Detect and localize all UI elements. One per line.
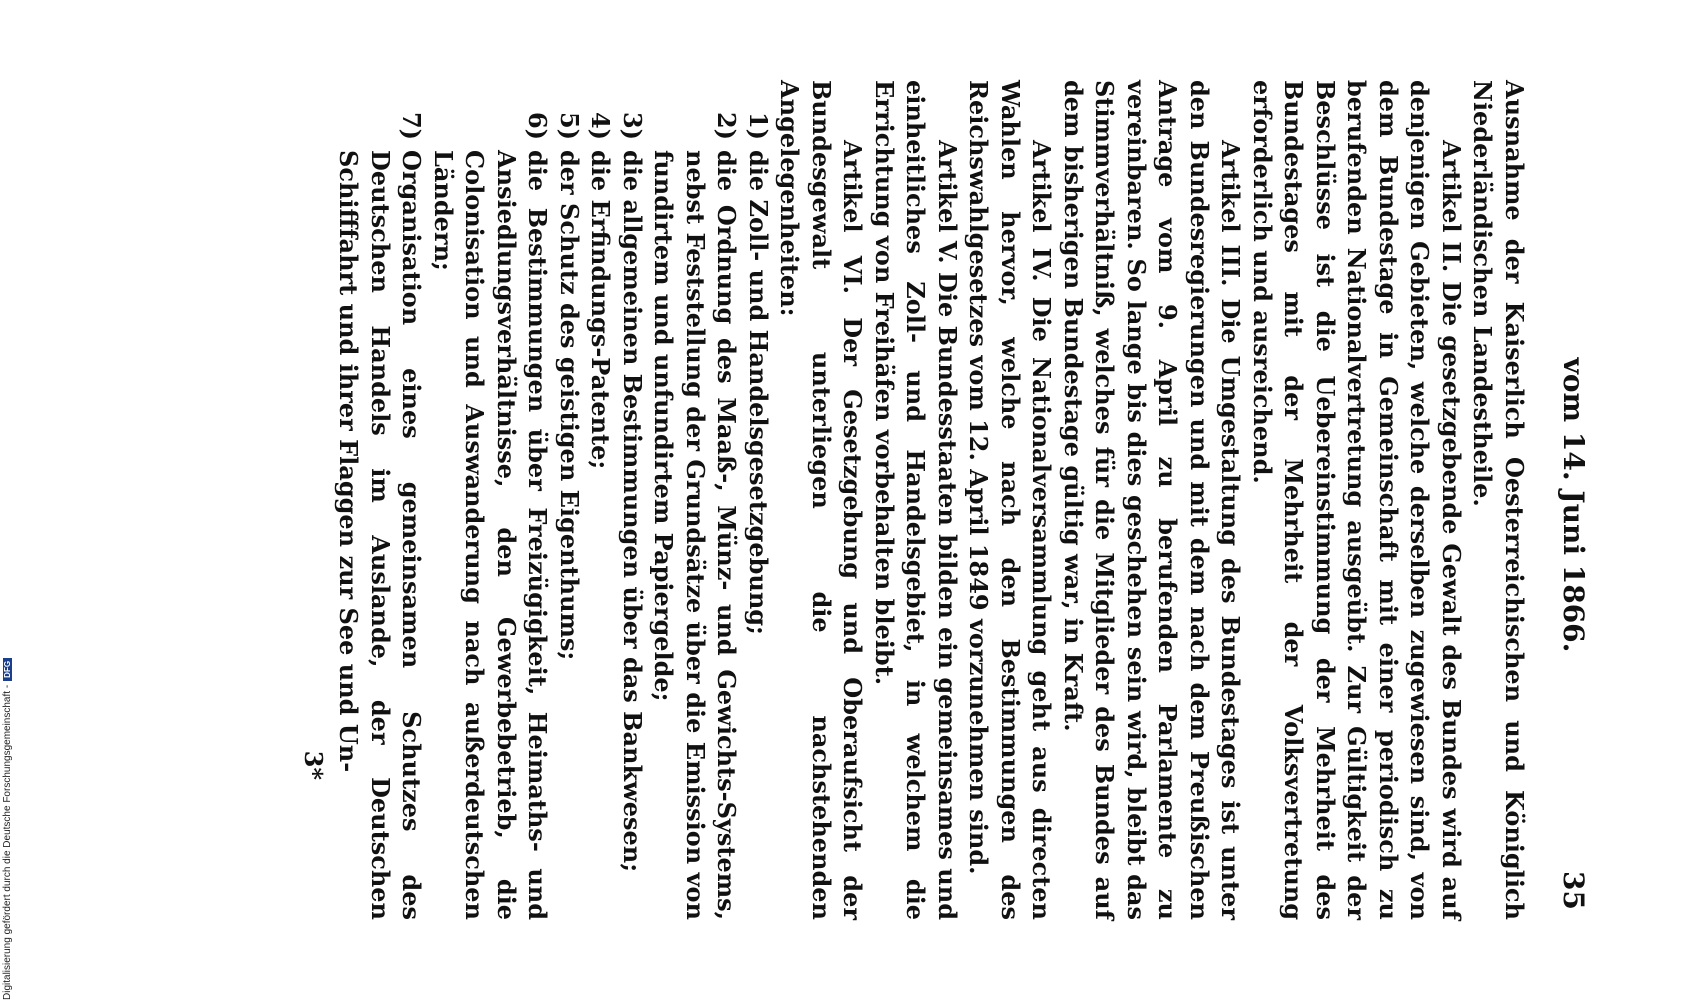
page-header: [1550, 100, 1590, 910]
running-title: vom 14. Juni 1866.: [1557, 357, 1590, 653]
list-item-number: 2): [712, 111, 742, 140]
list-item: [743, 80, 775, 920]
list-item-text: die Bestimmungen über Freizügigkeit, Heimaths- und Ansiedlungsverhältnisse, den Gewerbebetrieb, die Colonisation und Auswanderung nach außerdeutschen Ländern;: [429, 150, 553, 920]
footer-credit: Digitalisierung gefördert durch die Deutsche Forschungsgemeinschaft -: [1, 684, 13, 1000]
list-item-number: 3): [618, 111, 647, 140]
list-item-number: 5): [555, 111, 584, 140]
list-item-text: die Zoll- und Handelsgesetzgebung;: [744, 150, 773, 635]
list-item-number: 6): [523, 111, 553, 140]
dfg-logo: DFG: [3, 658, 12, 681]
paragraph-intro: Ausnahme der Kaiserlich Oesterreichischen und Königlich Niederländischen Landestheile.: [1468, 80, 1529, 920]
footer-text-row: [0, 600, 14, 1000]
list-item: [333, 80, 428, 920]
list-item-text: die Erfindungs-Patente;: [586, 150, 616, 470]
list-item-number: 7): [397, 111, 427, 140]
paragraph-article-2: Artikel II. Die gesetzgebende Gewalt des Bundes wird auf denjenigen Gebieten, welche derselben zugewiesen sind, von dem Bundestage in Gemeinschaft mit einer periodisch zu berufenden Nationalvertretung ausgeübt. Zur Gültigkeit der Beschlüsse ist die Uebereinstimmung der Mehrheit des Bundestages mit der Mehrheit der Volksvertretung erforderlich und ausreichend.: [1248, 80, 1466, 920]
list-item: [585, 80, 617, 920]
digitization-footer: [0, 600, 16, 1000]
list-item: [648, 80, 743, 920]
list-item-text: Organisation eines gemeinsamen Schutzes des Deutschen Handels im Auslande, der Deutschen Schifffahrt und ihrer Flaggen zur See und Un-: [334, 150, 427, 920]
list-item-text: die allgemeinen Bestimmungen über das Bankwesen;: [618, 150, 647, 873]
list-item-number: 1): [744, 111, 773, 140]
list-item: [554, 80, 586, 920]
paragraph-article-3: Artikel III. Die Umgestaltung des Bundestages ist unter den Bundesregierungen und mit dem nach dem Preußischen Antrage vom 9. April zu berufenden Parlamente zu vereinbaren. So lange bis dies geschehen sein wird, bleibt das Stimmverhältniß, welches für die Mitglieder des Bundes auf dem bisherigen Bundestage gültig war, in Kraft.: [1059, 80, 1246, 920]
list-item: [428, 80, 554, 920]
page-number: 35: [1557, 871, 1590, 910]
page-body: [298, 80, 1531, 920]
list-item-number: 4): [586, 111, 616, 140]
paragraph-article-4: Artikel IV. Die Nationalversammlung geht aus directen Wahlen hervor, welche nach den Bestimmungen des Reichswahlgesetzes vom 12. April 1849 vorzunehmen sind.: [964, 80, 1057, 920]
paragraph-article-6: Artikel VI. Der Gesetzgebung und Oberaufsicht der Bundesgewalt unterliegen die nachstehenden Angelegenheiten:: [775, 80, 868, 920]
list-item-text: der Schutz des geistigen Eigenthums;: [555, 150, 584, 661]
list-item: [617, 80, 649, 920]
rotated-page: [200, 60, 1590, 940]
list-item-text: die Ordnung des Maaß-, Münz- und Gewichts-Systems, nebst Feststellung der Grundsätze über die Emission von fundirtem und unfundirtem Papiergelde;: [649, 150, 742, 920]
paragraph-article-5: Artikel V. Die Bundesstaaten bilden ein gemeinsames und einheitliches Zoll- und Handelsgebiet, in welchem die Errichtung von Freihäfen vorbehalten bleibt.: [870, 80, 962, 920]
signature-mark: 3*: [299, 750, 328, 780]
